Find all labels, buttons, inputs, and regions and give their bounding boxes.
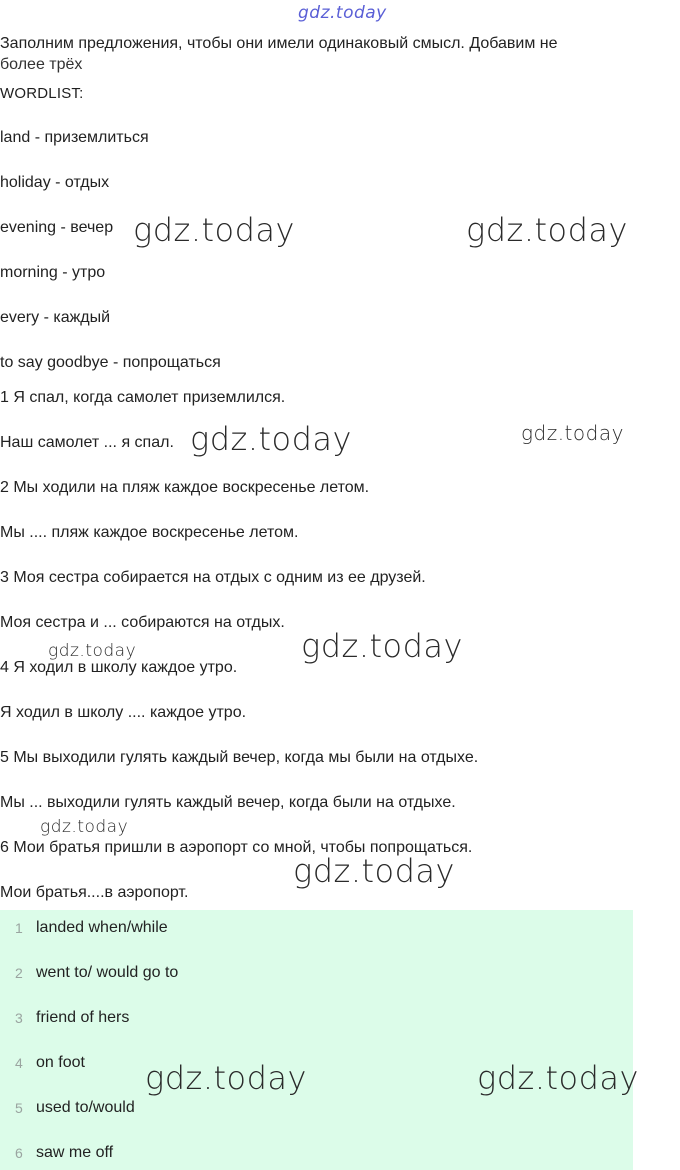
- answer-number: 2: [15, 965, 23, 981]
- wordlist-item: holiday - отдых: [0, 174, 110, 191]
- sentence-gap: Моя сестра и ... собираются на отдых.: [0, 614, 285, 631]
- watermark: gdz.today: [477, 1059, 639, 1097]
- watermark: gdz.today: [301, 627, 463, 665]
- sentence-original: 3 Моя сестра собирается на отдых с одним из ее друзей.: [0, 569, 426, 586]
- sentence-gap: Наш самолет ... я спал.: [0, 434, 174, 451]
- watermark: gdz.today: [48, 641, 137, 661]
- sentence-gap: Мы .... пляж каждое воскресенье летом.: [0, 524, 299, 541]
- watermark-top: gdz.today: [298, 3, 387, 23]
- answer-number: 4: [15, 1055, 23, 1071]
- watermark: gdz.today: [190, 420, 352, 458]
- watermark: gdz.today: [521, 421, 624, 445]
- sentence-original: 4 Я ходил в школу каждое утро.: [0, 659, 238, 676]
- answer-text: landed when/while: [36, 919, 168, 936]
- answer-number: 6: [15, 1145, 23, 1161]
- wordlist-item: every - каждый: [0, 309, 111, 326]
- sentence-original: 2 Мы ходили на пляж каждое воскресенье летом.: [0, 479, 370, 496]
- answer-text: friend of hers: [36, 1009, 130, 1026]
- wordlist-item: to say goodbye - попрощаться: [0, 354, 221, 371]
- watermark: gdz.today: [466, 211, 628, 249]
- watermark: gdz.today: [133, 211, 295, 249]
- sentence-gap: Мои братья....в аэропорт.: [0, 884, 189, 901]
- answer-text: saw me off: [36, 1144, 114, 1161]
- watermark: gdz.today: [145, 1059, 307, 1097]
- answer-text: used to/would: [36, 1099, 135, 1116]
- intro-text: Заполним предложения, чтобы они имели одинаковый смысл. Добавим не: [0, 35, 558, 52]
- wordlist-item: land - приземлиться: [0, 129, 149, 146]
- watermark: gdz.today: [293, 852, 455, 890]
- watermark: gdz.today: [40, 817, 129, 837]
- answer-text: went to/ would go to: [36, 964, 179, 981]
- answers-block: [0, 910, 633, 1170]
- intro-cut-line: более трёх: [0, 56, 83, 73]
- answer-number: 1: [15, 920, 23, 936]
- sentence-original: 1 Я спал, когда самолет приземлился.: [0, 389, 286, 406]
- answer-number: 3: [15, 1010, 23, 1026]
- wordlist-heading: WORDLIST:: [0, 85, 84, 102]
- answer-text: on foot: [36, 1054, 85, 1071]
- answer-number: 5: [15, 1100, 23, 1116]
- sentence-gap: Я ходил в школу .... каждое утро.: [0, 704, 247, 721]
- wordlist-item: morning - утро: [0, 264, 106, 281]
- wordlist-item: evening - вечер: [0, 219, 114, 236]
- sentence-original: 6 Мои братья пришли в аэропорт со мной, чтобы попрощаться.: [0, 839, 473, 856]
- sentence-original: 5 Мы выходили гулять каждый вечер, когда мы были на отдыхе.: [0, 749, 479, 766]
- sentence-gap: Мы ... выходили гулять каждый вечер, когда были на отдыхе.: [0, 794, 456, 811]
